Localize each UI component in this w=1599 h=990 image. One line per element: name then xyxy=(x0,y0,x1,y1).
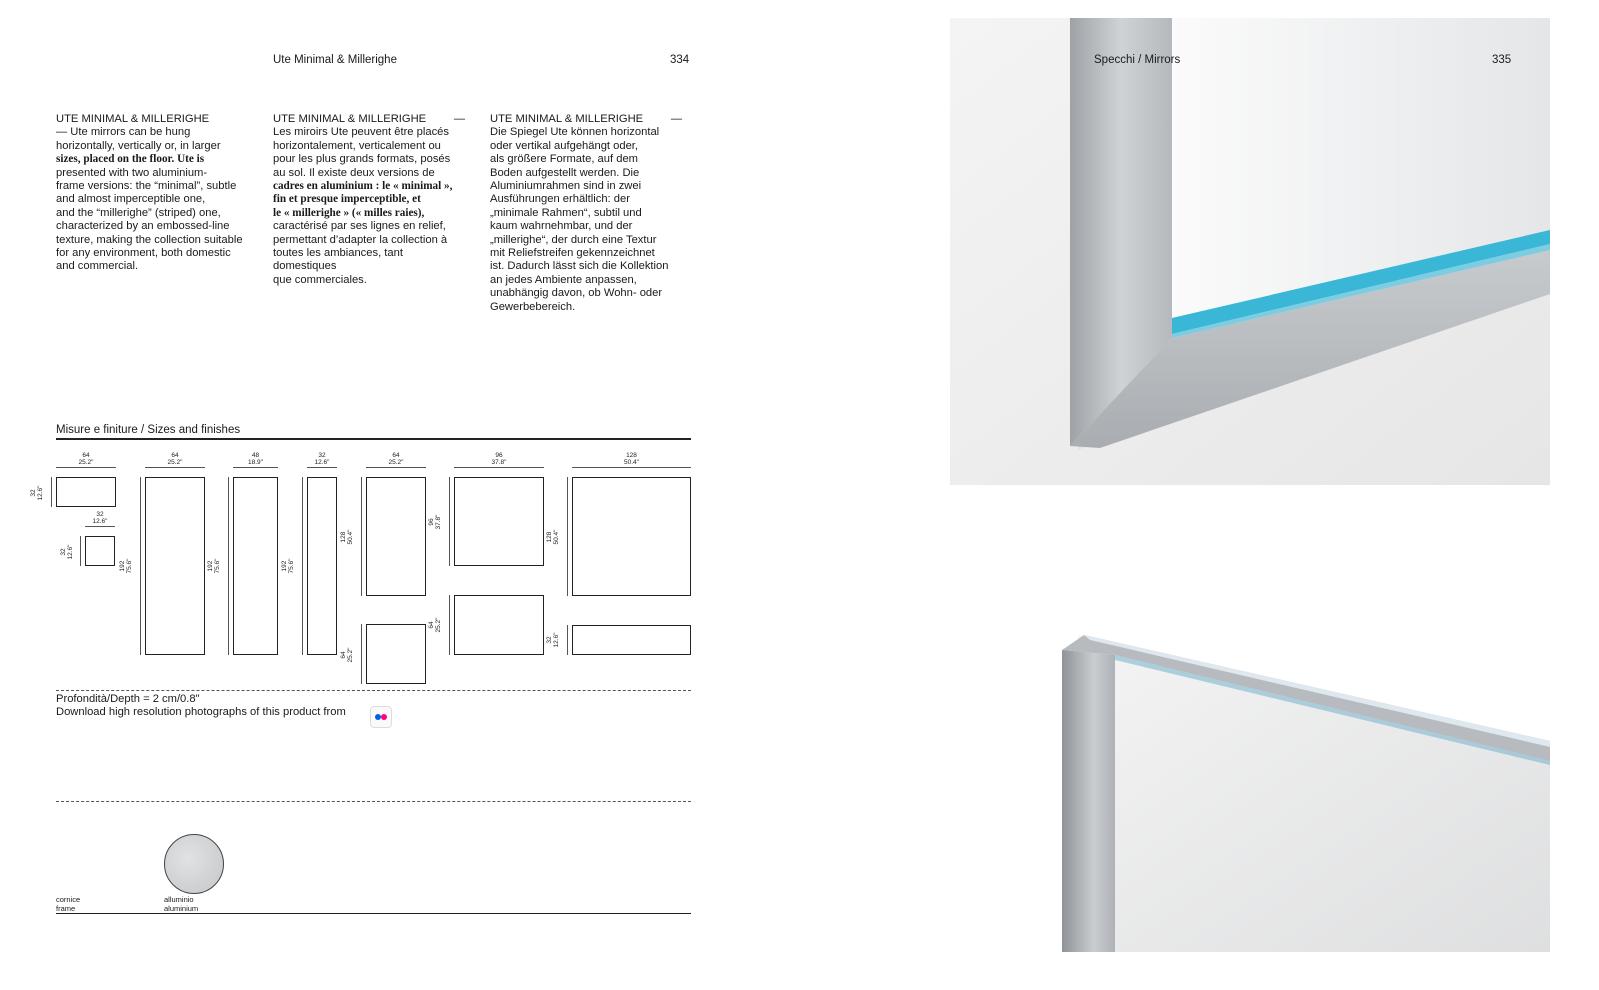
height-label-32: 32 12.6" xyxy=(546,632,560,648)
mirror-32x32 xyxy=(85,536,115,566)
height-label-64: 64 25.2" xyxy=(340,647,354,663)
width-label-64: 64 25.2" xyxy=(145,452,205,468)
mirror-photo-bottom xyxy=(950,485,1550,952)
dim-line xyxy=(449,595,450,655)
text-line: ist. Dadurch lässt sich die Kollektion xyxy=(490,260,669,273)
text-line: le « millerighe » (« milles raies), xyxy=(273,206,425,219)
text-line: an jedes Ambiente anpassen, xyxy=(490,273,637,286)
dim-line xyxy=(140,477,141,655)
text-line: toutes les ambiances, tant domestiques xyxy=(273,247,403,273)
page-number-right: 335 xyxy=(1492,54,1512,66)
dashed-divider xyxy=(56,690,691,691)
text-line: „millerighe“, der durch eine Textur xyxy=(490,233,657,246)
text-line: als größere Formate, auf dem xyxy=(490,153,638,166)
height-label-64: 64 25.2" xyxy=(428,617,442,633)
dim-line xyxy=(567,477,568,596)
running-header-left: Ute Minimal & Millerighe xyxy=(273,54,397,66)
mirror-photo-top xyxy=(950,18,1550,485)
text-line: Gewerbebereich. xyxy=(490,300,576,313)
text-line: — Ute mirrors can be hung xyxy=(56,126,191,139)
height-label-192: 192 75.6" xyxy=(207,558,221,574)
flickr-icon[interactable] xyxy=(370,706,392,728)
height-label-128: 128 50.4" xyxy=(340,529,354,545)
sizes-title: Misure e finiture / Sizes and finishes xyxy=(56,424,241,436)
text-line: horizontally, vertically or, in larger xyxy=(56,139,221,152)
text-line: presented with two aluminium- xyxy=(56,166,208,179)
page-number-left: 334 xyxy=(670,54,690,66)
mirror-64x128 xyxy=(366,477,426,596)
description-german xyxy=(490,113,682,314)
height-label-128: 128 50.4" xyxy=(546,529,560,545)
text-line: oder vertikal aufgehängt oder, xyxy=(490,139,639,152)
text-line: Ausführungen erhältlich: der xyxy=(490,193,630,206)
text-line: kaum wahrnehmbar, und der xyxy=(490,220,633,233)
text-line: permettant d’adapter la collection à xyxy=(273,233,448,246)
text-line: unabhängig davon, ob Wohn- oder xyxy=(490,287,663,300)
width-label-64: 64 25.2" xyxy=(56,452,116,468)
width-label-32: 32 12.6" xyxy=(307,452,337,468)
title-dash: — xyxy=(670,113,682,125)
column-title: UTE MINIMAL & MILLERIGHE xyxy=(490,113,644,125)
width-label-32: 32 12.6" xyxy=(85,511,115,527)
dim-line xyxy=(361,477,362,596)
mirror-32x192 xyxy=(307,477,337,655)
section-rule xyxy=(56,438,691,440)
height-label-32: 32 12.6" xyxy=(30,485,44,501)
mirror-64x192 xyxy=(145,477,205,655)
dim-line xyxy=(361,624,362,684)
width-label-96: 96 37.8" xyxy=(454,452,544,468)
description-english xyxy=(56,113,248,274)
depth-note: Profondità/Depth = 2 cm/0.8" xyxy=(56,693,200,705)
text-line: cadres en aluminium : le « minimal », xyxy=(273,180,453,193)
text-line: „minimale Rahmen“, subtil und xyxy=(490,206,642,219)
mirror-128x32 xyxy=(572,625,691,655)
text-line: Aluminiumrahmen sind in zwei xyxy=(490,180,642,193)
swatch-label: alluminio aluminium xyxy=(164,895,199,913)
running-header-right: Specchi / Mirrors xyxy=(1094,54,1181,66)
text-line: characterized by an embossed-line xyxy=(56,220,230,233)
mirror-64x64 xyxy=(366,624,426,684)
title-dash: — xyxy=(453,113,465,125)
dim-line xyxy=(302,477,303,655)
width-label-128: 128 50.4" xyxy=(572,452,691,468)
mirror-96x96 xyxy=(454,477,544,566)
dim-line xyxy=(228,477,229,655)
mirror-128x128 xyxy=(572,477,691,596)
text-line: and almost imperceptible one, xyxy=(56,193,206,206)
dim-line xyxy=(51,477,52,507)
download-note: Download high resolution photographs of this product from xyxy=(56,706,346,718)
text-line: caractérisé par ses lignes en relief, xyxy=(273,220,446,233)
dim-line xyxy=(567,625,568,655)
column-title: UTE MINIMAL & MILLERIGHE xyxy=(56,113,210,125)
text-line: texture, making the collection suitable xyxy=(56,233,243,246)
text-line: Die Spiegel Ute können horizontal xyxy=(490,126,660,139)
mirror-64x32 xyxy=(56,477,116,507)
text-line: frame versions: the “minimal”, subtle xyxy=(56,180,237,193)
height-label-96: 96 37.8" xyxy=(428,514,442,530)
text-line: for any environment, both domestic xyxy=(56,247,231,260)
bottom-rule xyxy=(56,913,691,914)
text-line: and commercial. xyxy=(56,260,139,273)
text-line: mit Reliefstreifen gekennzeichnet xyxy=(490,247,655,260)
column-title: UTE MINIMAL & MILLERIGHE xyxy=(273,113,427,125)
text-line: fin et presque imperceptible, et xyxy=(273,193,421,206)
flickr-pink-dot xyxy=(381,714,387,720)
description-french xyxy=(273,113,465,287)
mirror-96x64 xyxy=(454,595,544,655)
text-line: Les miroirs Ute peuvent être placés xyxy=(273,126,449,139)
width-label-64: 64 25.2" xyxy=(366,452,426,468)
aluminium-swatch xyxy=(164,834,224,894)
right-page xyxy=(950,18,1550,952)
text-line: and the “millerighe” (striped) one, xyxy=(56,206,221,219)
text-line: au sol. Il existe deux versions de xyxy=(273,166,435,179)
text-line: Boden aufgestellt werden. Die xyxy=(490,166,640,179)
dim-line xyxy=(80,536,81,566)
text-line: sizes, placed on the floor. Ute is xyxy=(56,153,205,166)
dim-line xyxy=(449,477,450,566)
text-line: pour les plus grands formats, posés xyxy=(273,153,451,166)
height-label-192: 192 75.6" xyxy=(281,558,295,574)
height-label-192: 192 75.6" xyxy=(119,558,133,574)
mirror-48x192 xyxy=(233,477,278,655)
finish-label: cornice frame xyxy=(56,895,81,913)
height-label-32: 32 12.6" xyxy=(60,544,74,560)
text-line: que commerciales. xyxy=(273,273,367,286)
dashed-divider xyxy=(56,801,691,802)
text-line: horizontalement, verticalement ou xyxy=(273,139,441,152)
width-label-48: 48 18.9" xyxy=(233,452,278,468)
